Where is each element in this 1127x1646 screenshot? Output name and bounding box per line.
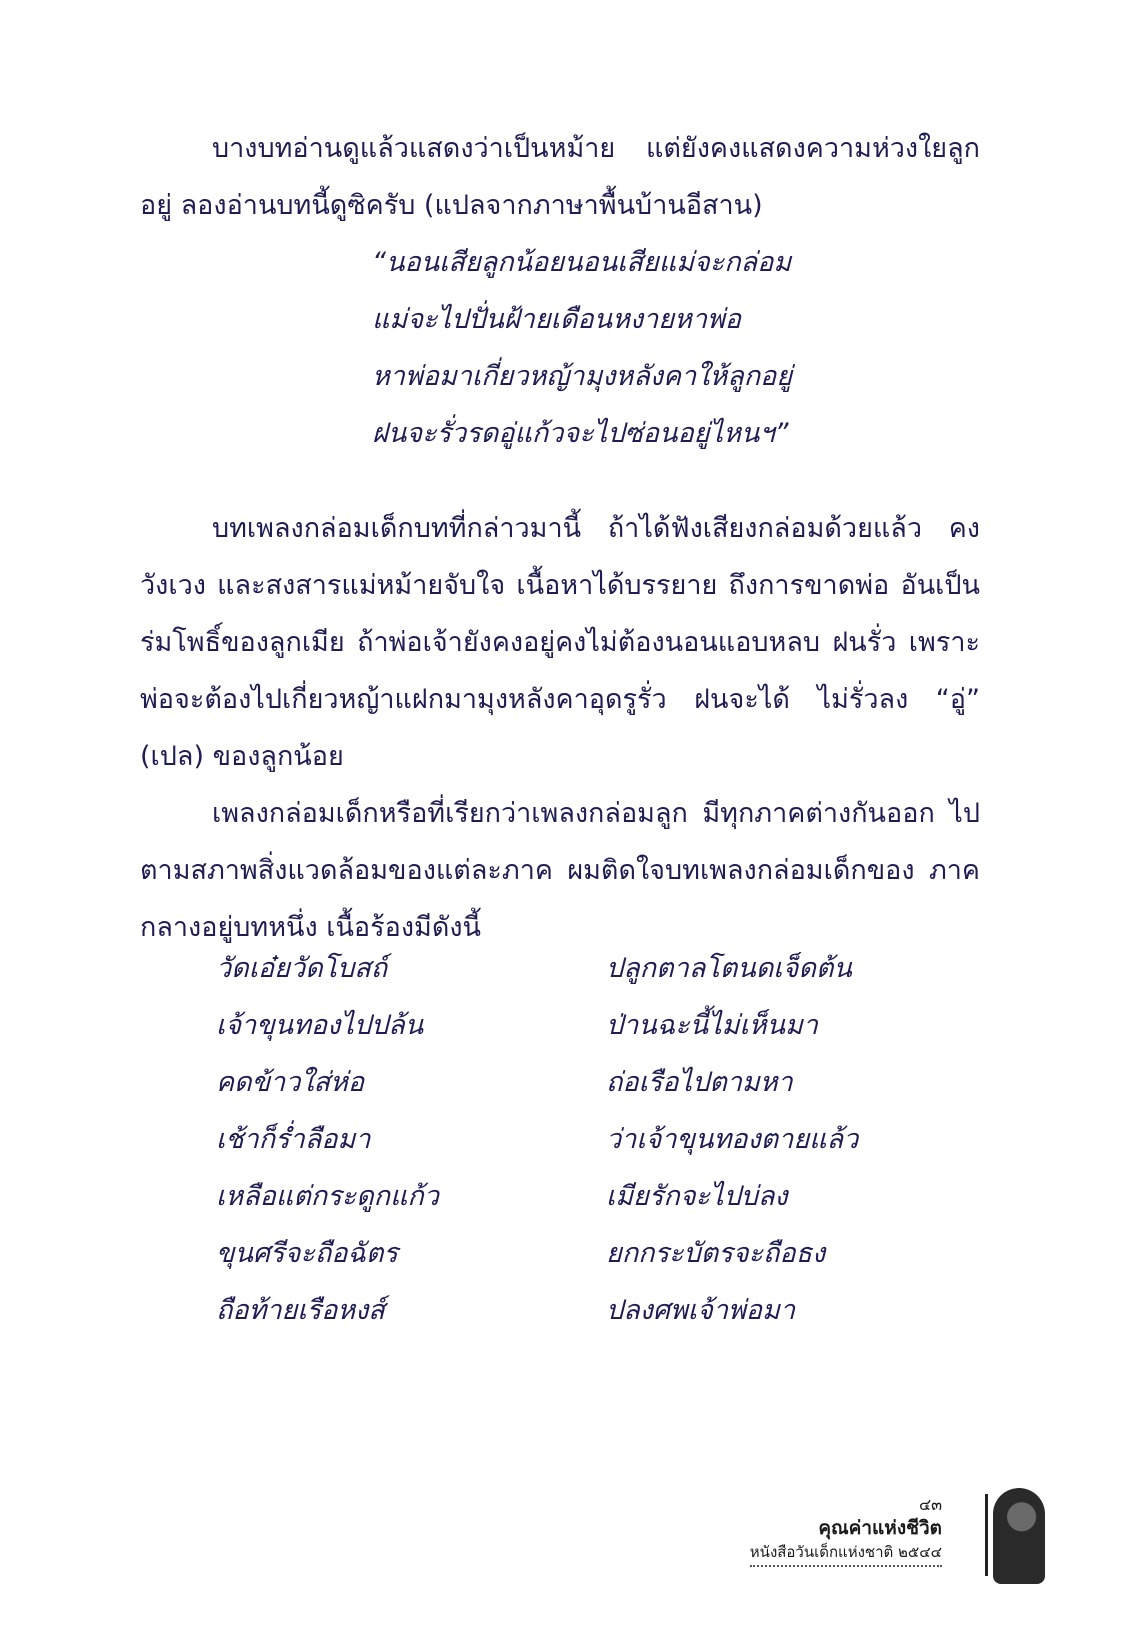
lullaby-right: ว่าเจ้าขุนทองตายแล้ว bbox=[606, 1124, 859, 1155]
lullaby-row bbox=[216, 1282, 976, 1339]
lullaby-row bbox=[216, 997, 976, 1054]
lullaby-left: เจ้าขุนทองไปปล้น bbox=[216, 1010, 424, 1041]
verse-line: แม่จะไปปั่นฝ้ายเดือนหงายหาพ่อ bbox=[372, 304, 742, 335]
lullaby-row bbox=[216, 940, 976, 997]
lullaby-left: เหลือแต่กระดูกแก้ว bbox=[216, 1181, 439, 1212]
intro-paragraph: บางบทอ่านดูแล้วแสดงว่าเป็นหม้าย แต่ยังคงแสดงความห่วงใยลูกอยู่ ลองอ่านบทนี้ดูซิครับ (แปลจากภาษาพื้นบ้านอีสาน) bbox=[140, 133, 980, 221]
footer-divider bbox=[985, 1494, 988, 1576]
verse-line: หาพ่อมาเกี่ยวหญ้ามุงหลังคาให้ลูกอยู่ bbox=[372, 361, 793, 392]
lullaby-right: ปลงศพเจ้าพ่อมา bbox=[606, 1295, 795, 1326]
central-lullaby bbox=[216, 940, 976, 1339]
book-title: คุณค่าแห่งชีวิต bbox=[818, 1517, 942, 1539]
lullaby-row bbox=[216, 1168, 976, 1225]
body-section bbox=[140, 500, 980, 956]
verse-line: ฝนจะรั่วรดอู่แก้วจะไปซ่อนอยู่ไหนฯ” bbox=[372, 418, 789, 449]
portrait-photo bbox=[993, 1488, 1045, 1584]
lullaby-row bbox=[216, 1225, 976, 1282]
lullaby-row bbox=[216, 1054, 976, 1111]
lullaby-right: ปลูกตาลโตนดเจ็ดต้น bbox=[606, 953, 852, 984]
body-paragraph-2: เพลงกล่อมเด็กหรือที่เรียกว่าเพลงกล่อมลูก มีทุกภาคต่างกันออก ไปตามสภาพสิ่งแวดล้อมของแต่ละภาค ผมติดใจบทเพลงกล่อมเด็กของ ภาคกลางอยู่บทหนึ่ง เนื้อร้องมีดังนี้ bbox=[140, 798, 980, 943]
lullaby-right: ถ่อเรือไปตามหา bbox=[606, 1067, 793, 1098]
lullaby-left: ถือท้ายเรือหงส์ bbox=[216, 1295, 385, 1326]
lullaby-left: ขุนศรีจะถือฉัตร bbox=[216, 1238, 398, 1269]
book-subtitle: หนังสือวันเด็กแห่งชาติ ๒๕๔๔ bbox=[750, 1541, 942, 1567]
isan-verse bbox=[372, 234, 972, 462]
lullaby-left: คดข้าวใส่ห่อ bbox=[216, 1067, 365, 1098]
lullaby-right: เมียรักจะไปบ่ลง bbox=[606, 1181, 788, 1212]
verse-line: “นอนเสียลูกน้อยนอนเสียแม่จะกล่อม bbox=[372, 247, 792, 278]
lullaby-left: เช้าก็ร่ำลือมา bbox=[216, 1124, 371, 1155]
lullaby-right: ป่านฉะนี้ไม่เห็นมา bbox=[606, 1010, 818, 1041]
lullaby-right: ยกกระบัตรจะถือธง bbox=[606, 1238, 826, 1269]
page-number: ๔๓ bbox=[918, 1495, 942, 1514]
page-footer bbox=[750, 1495, 942, 1567]
lullaby-left: วัดเอ๋ยวัดโบสถ์ bbox=[216, 953, 388, 984]
lullaby-row bbox=[216, 1111, 976, 1168]
body-paragraph-1: บทเพลงกล่อมเด็กบทที่กล่าวมานี้ ถ้าได้ฟังเสียงกล่อมด้วยแล้ว คงวังเวง และสงสารแม่หม้ายจับใจ เนื้อหาได้บรรยาย ถึงการขาดพ่อ อันเป็นร่มโพธิ์ของลูกเมีย ถ้าพ่อเจ้ายังคงอยู่คงไม่ต้องนอนแอบหลบ ฝนรั่ว เพราะพ่อจะต้องไปเกี่ยวหญ้าแฝกมามุงหลังคาอุดรูรั่ว ฝนจะได้ ไม่รั่วลง “อู่” (เปล) ของลูกน้อย bbox=[140, 513, 980, 772]
intro-section bbox=[140, 120, 980, 234]
